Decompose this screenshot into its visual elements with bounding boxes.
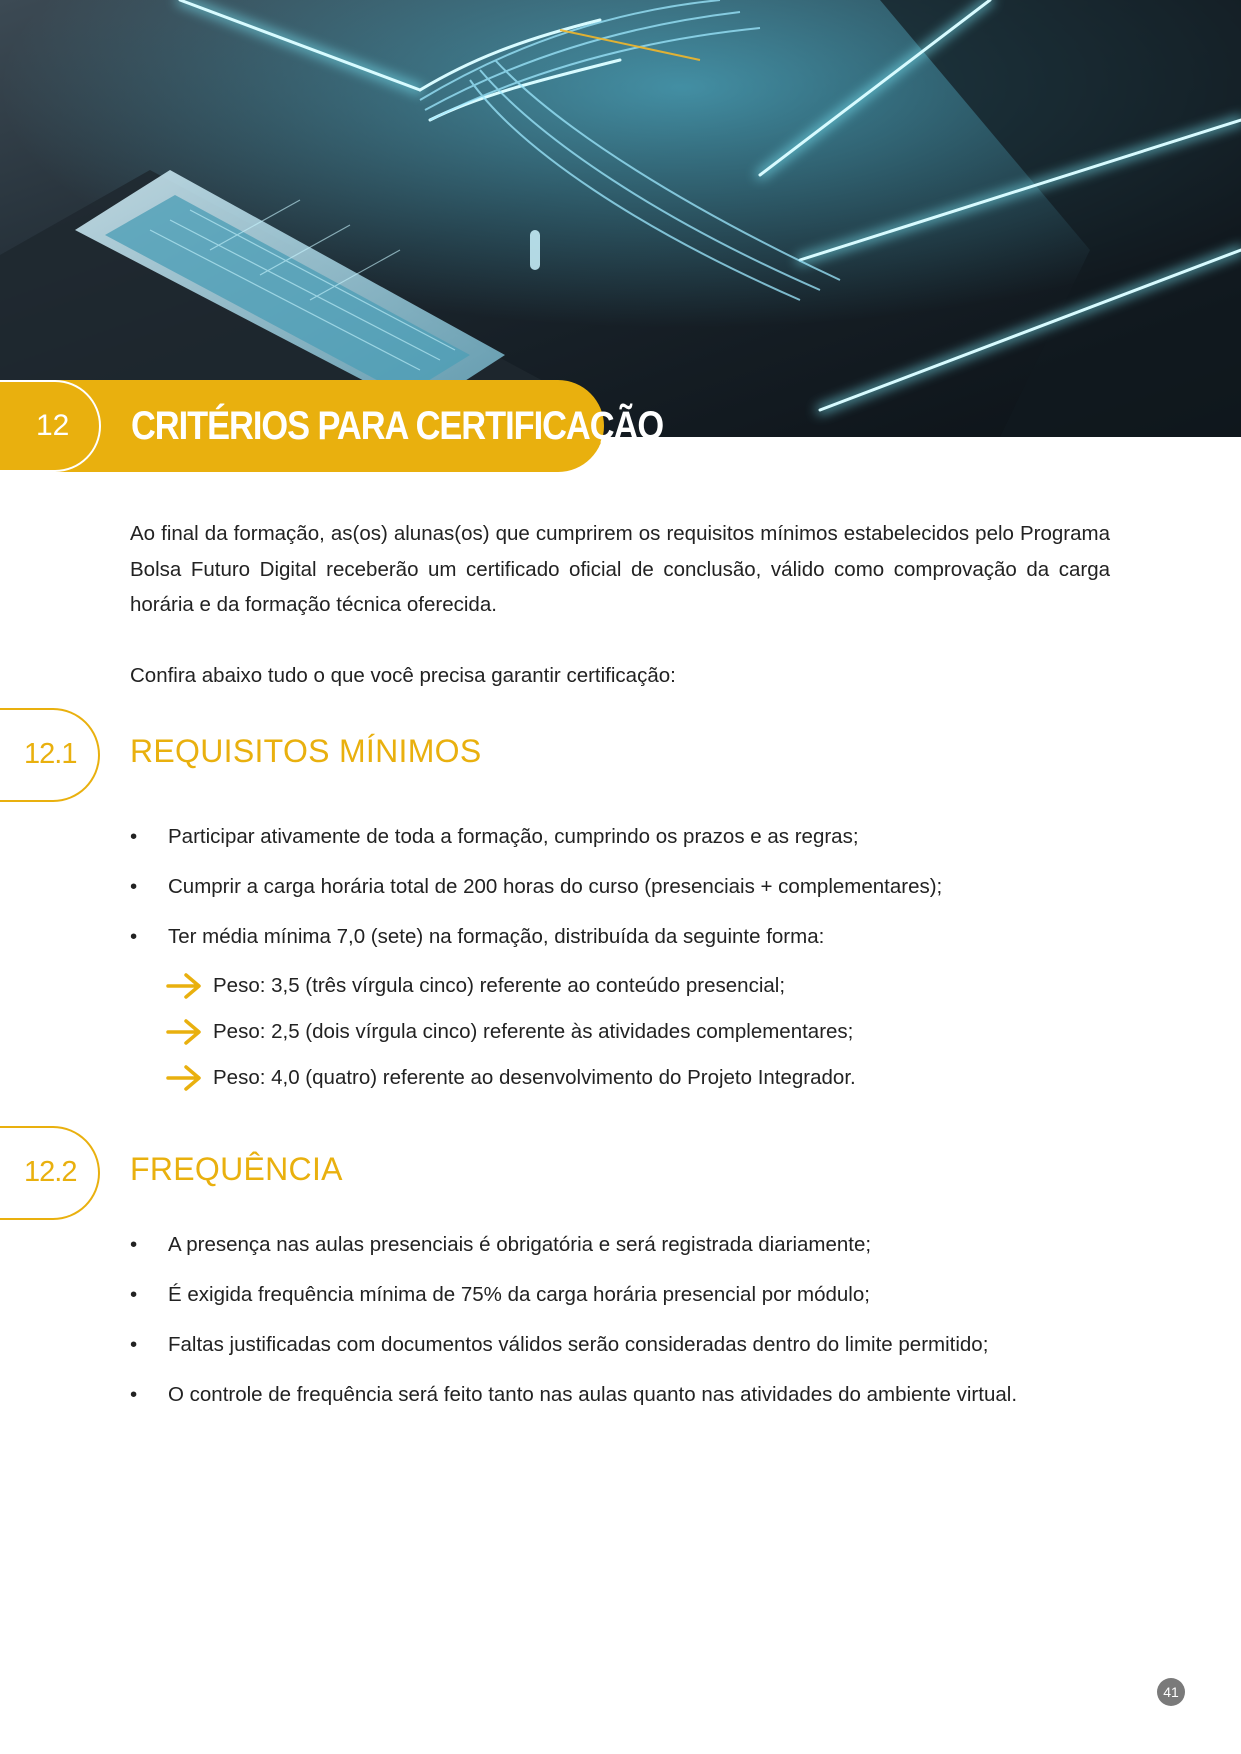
bullet-dot: •: [130, 1283, 138, 1306]
chapter-number-badge: 12: [0, 380, 101, 472]
list-item-text: Cumprir a carga horária total de 200 horas do curso (presenciais + complementares);: [168, 875, 943, 898]
bullet-dot: •: [130, 1383, 138, 1406]
list-item: [130, 1330, 1130, 1380]
list-item-text: Peso: 4,0 (quatro) referente ao desenvolvimento do Projeto Integrador.: [213, 1066, 856, 1089]
list-item: [130, 1380, 1130, 1430]
list-item-text: Participar ativamente de toda a formação, cumprindo os prazos e as regras;: [168, 825, 859, 848]
arrow-right-icon: [166, 1065, 202, 1091]
list-item: [130, 1230, 1130, 1280]
bullet-dot: •: [130, 825, 138, 848]
list-item-text: O controle de frequência será feito tanto nas aulas quanto nas atividades do ambiente virtual.: [168, 1383, 1018, 1406]
list-item: [166, 1017, 1066, 1063]
weights-list: [166, 971, 1066, 1109]
attendance-list: [130, 1230, 1130, 1430]
chapter-title: CRITÉRIOS PARA CERTIFICAÇÃO: [131, 404, 664, 448]
arrow-right-icon: [166, 1019, 202, 1045]
list-item: [166, 1063, 1066, 1109]
section-number-badge: 12.2: [0, 1126, 100, 1220]
arrow-right-icon: [166, 973, 202, 999]
list-item-text: Ter média mínima 7,0 (sete) na formação, distribuída da seguinte forma:: [168, 925, 825, 948]
list-item: [130, 872, 1130, 922]
list-item: [166, 971, 1066, 1017]
list-item: [130, 822, 1130, 872]
list-item-text: Faltas justificadas com documentos válidos serão consideradas dentro do limite permitido;: [168, 1333, 989, 1356]
hero-illustration: [0, 0, 1241, 437]
bullet-dot: •: [130, 1233, 138, 1256]
list-item: [130, 922, 1130, 972]
list-item-text: É exigida frequência mínima de 75% da carga horária presencial por módulo;: [168, 1283, 870, 1306]
intro-paragraph: Confira abaixo tudo o que você precisa garantir certificação:: [130, 663, 676, 687]
page-number: 41: [1157, 1678, 1185, 1706]
section-number-badge: 12.1: [0, 708, 100, 802]
list-item-text: Peso: 3,5 (três vírgula cinco) referente ao conteúdo presencial;: [213, 974, 786, 997]
bullet-dot: •: [130, 1333, 138, 1356]
bullet-dot: •: [130, 875, 138, 898]
section-title: FREQUÊNCIA: [130, 1151, 343, 1187]
list-item-text: Peso: 2,5 (dois vírgula cinco) referente às atividades complementares;: [213, 1020, 854, 1043]
intro-paragraph: Ao final da formação, as(os) alunas(os) que cumprirem os requisitos mínimos estabelecidos pelo Programa Bolsa Futuro Digital receberão um certificado oficial de conclusão, válido como comprovação da carga horária e da formação técnica oferecida.: [130, 522, 1110, 616]
requirements-list: [130, 822, 1130, 972]
list-item: [130, 1280, 1130, 1330]
bullet-dot: •: [130, 925, 138, 948]
section-title: REQUISITOS MÍNIMOS: [130, 733, 482, 769]
list-item-text: A presença nas aulas presenciais é obrigatória e será registrada diariamente;: [168, 1233, 872, 1256]
intro-text: [130, 516, 1110, 693]
